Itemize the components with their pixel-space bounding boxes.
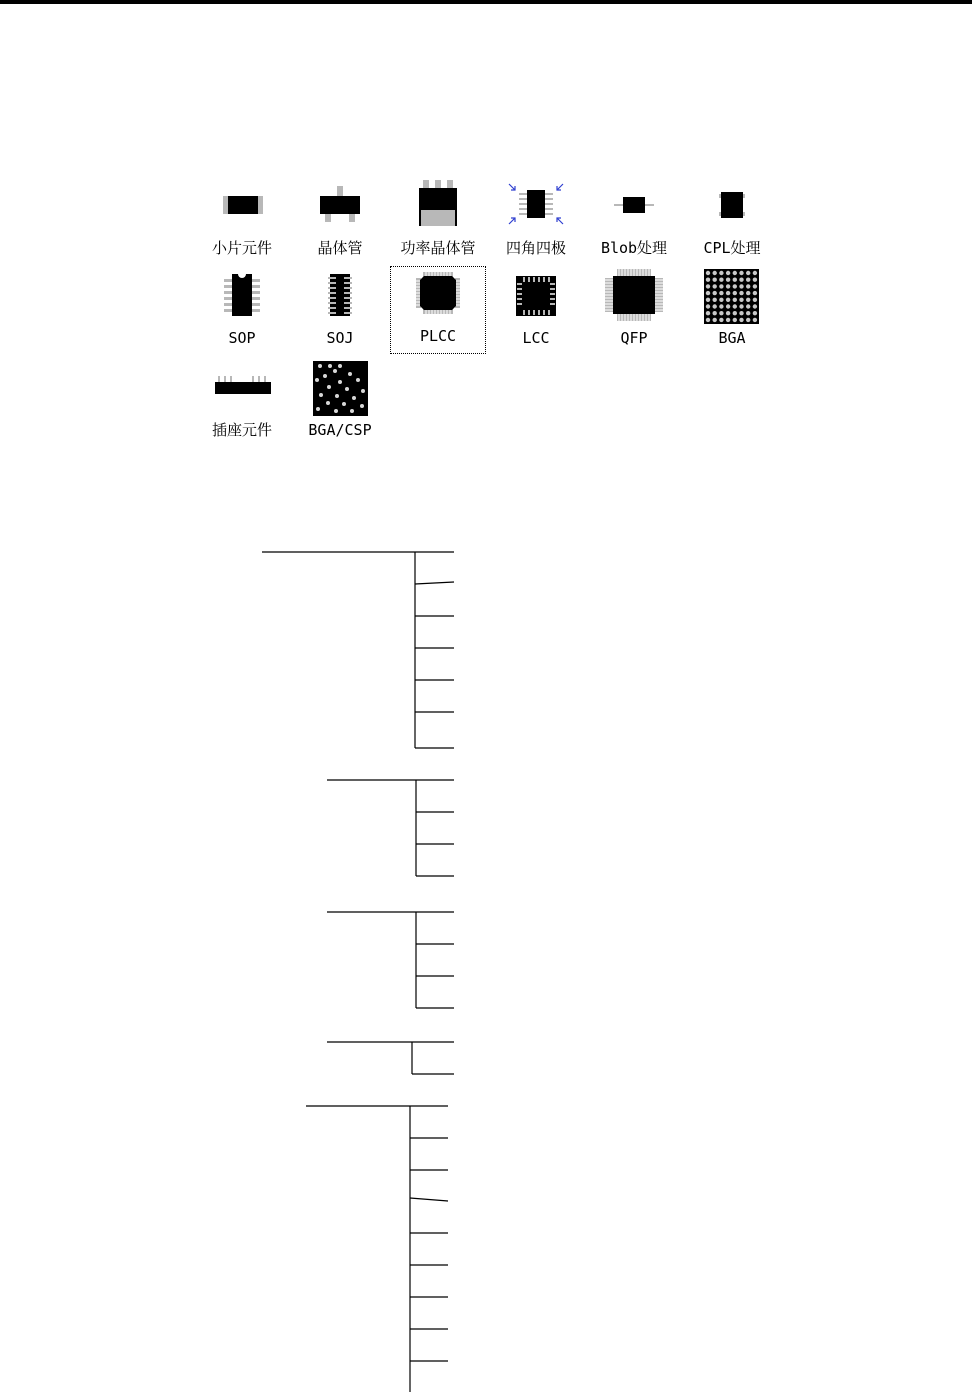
tile-socket[interactable]	[194, 360, 290, 448]
tile-qfp[interactable]	[586, 268, 682, 356]
tile-label: Blob处理	[600, 239, 668, 257]
tile-sop[interactable]	[194, 268, 290, 356]
tile-label: PLCC	[419, 327, 457, 345]
socket-icon	[194, 360, 290, 422]
lcc-icon	[488, 268, 584, 330]
tile-label: SOJ	[326, 329, 354, 347]
power-transistor-icon	[390, 178, 486, 240]
quad-pole-icon	[488, 178, 584, 240]
tile-chip[interactable]	[194, 178, 290, 266]
sop-icon	[194, 268, 290, 330]
tile-bga[interactable]	[684, 268, 780, 356]
cpl-icon	[684, 178, 780, 240]
tile-power-transistor[interactable]	[390, 178, 486, 266]
transistor-icon	[292, 178, 388, 240]
tile-label: SOP	[228, 329, 256, 347]
component-type-palette	[0, 0, 972, 460]
qfp-icon	[586, 268, 682, 330]
tile-label: QFP	[620, 329, 648, 347]
tile-quad-pole[interactable]	[488, 178, 584, 266]
bga-icon	[684, 268, 780, 330]
tile-label: 小片元件	[211, 239, 272, 257]
plcc-icon	[390, 266, 486, 328]
tile-label: 晶体管	[317, 239, 363, 257]
tile-lcc[interactable]	[488, 268, 584, 356]
tree-branch	[410, 1198, 448, 1201]
tile-label: 插座元件	[211, 421, 272, 439]
tile-blob[interactable]	[586, 178, 682, 266]
tile-label: 四角四极	[505, 239, 566, 257]
tile-bga-csp[interactable]	[292, 360, 388, 448]
blob-icon	[586, 178, 682, 240]
chip-icon	[194, 178, 290, 240]
tile-label: BGA/CSP	[308, 421, 372, 439]
tile-transistor[interactable]	[292, 178, 388, 266]
tile-plcc[interactable]	[390, 266, 486, 354]
tile-label: BGA	[718, 329, 746, 347]
tree-branch	[415, 582, 454, 584]
tile-label: CPL处理	[703, 239, 761, 257]
tile-label: 功率晶体管	[400, 239, 476, 257]
tile-label: LCC	[522, 329, 550, 347]
tile-cpl[interactable]	[684, 178, 780, 266]
soj-icon	[292, 268, 388, 330]
bga-csp-icon	[292, 360, 388, 422]
tile-soj[interactable]	[292, 268, 388, 356]
